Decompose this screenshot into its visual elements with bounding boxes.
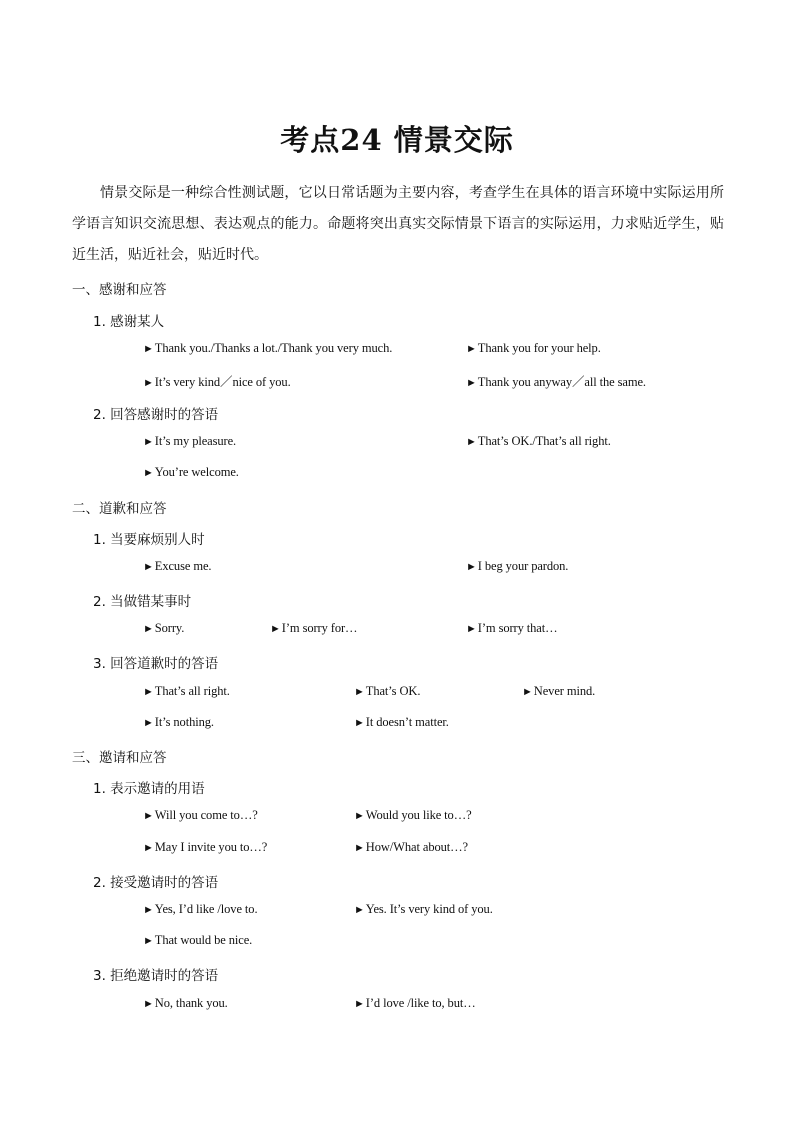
arrow-bullet-icon: ► — [270, 623, 281, 635]
phrase-item — [354, 808, 472, 823]
phrase-item — [143, 902, 257, 917]
phrase-item — [143, 434, 236, 449]
phrase-item — [354, 902, 493, 917]
phrase-item — [354, 996, 476, 1011]
arrow-bullet-icon: ► — [143, 377, 154, 389]
phrase-text: Will you come to…? — [154, 808, 258, 822]
phrase-text: Excuse me. — [154, 559, 212, 573]
phrase-item — [143, 621, 184, 636]
phrase-item — [354, 840, 468, 855]
arrow-bullet-icon: ► — [143, 810, 154, 822]
phrase-text: That’s all right. — [154, 684, 230, 698]
phrase-text: No, thank you. — [154, 996, 228, 1010]
intro-paragraph: 情景交际是一种综合性测试题，它以日常话题为主要内容，考查学生在具体的语言环境中实际运用所学语言知识交流思想、表达观点的能力。命题将突出真实交际情景下语言的实际运用，力求贴近学生，贴近生活，贴近社会，贴近时代。 — [72, 185, 724, 263]
phrase-item — [143, 465, 239, 480]
arrow-bullet-icon: ► — [143, 842, 154, 854]
phrase-text: It’s very kind／nice of you. — [154, 375, 291, 389]
phrase-item — [354, 684, 420, 699]
arrow-bullet-icon: ► — [466, 623, 477, 635]
phrase-item — [466, 341, 601, 356]
arrow-bullet-icon: ► — [143, 623, 154, 635]
phrase-item — [143, 341, 392, 356]
phrase-item — [522, 684, 595, 699]
arrow-bullet-icon: ► — [354, 904, 365, 916]
phrase-item — [143, 933, 252, 948]
phrase-item — [143, 372, 291, 390]
phrase-text: That would be nice. — [154, 933, 253, 947]
subsection-heading: 1. 表示邀请的用语 — [93, 781, 205, 797]
phrase-item — [143, 715, 214, 730]
phrase-item — [270, 621, 357, 636]
phrase-item — [143, 840, 267, 855]
arrow-bullet-icon: ► — [143, 686, 154, 698]
phrase-text: That’s OK./That’s all right. — [477, 434, 611, 448]
phrase-text: Yes, I’d like /love to. — [154, 902, 258, 916]
arrow-bullet-icon: ► — [143, 467, 154, 479]
subsection-heading: 2. 接受邀请时的答语 — [93, 875, 219, 891]
phrase-text: I’m sorry for… — [281, 621, 358, 635]
phrase-text: It’s my pleasure. — [154, 434, 237, 448]
phrase-text: That’s OK. — [365, 684, 421, 698]
phrase-text: Thank you for your help. — [477, 341, 601, 355]
phrase-item — [143, 684, 230, 699]
phrase-item — [143, 996, 228, 1011]
phrase-text: Thank you anyway／all the same. — [477, 375, 646, 389]
arrow-bullet-icon: ► — [143, 436, 154, 448]
phrase-text: It’s nothing. — [154, 715, 214, 729]
arrow-bullet-icon: ► — [466, 436, 477, 448]
arrow-bullet-icon: ► — [466, 343, 477, 355]
arrow-bullet-icon: ► — [466, 377, 477, 389]
phrase-item — [354, 715, 449, 730]
phrase-text: May I invite you to…? — [154, 840, 268, 854]
section-heading-thanks: 一、感谢和应答 — [72, 282, 167, 298]
section-heading-apology: 二、道歉和应答 — [72, 501, 167, 517]
subsection-heading: 3. 回答道歉时的答语 — [93, 656, 219, 672]
subsection-heading: 2. 当做错某事时 — [93, 594, 192, 610]
arrow-bullet-icon: ► — [143, 717, 154, 729]
arrow-bullet-icon: ► — [143, 561, 154, 573]
subsection-heading: 2. 回答感谢时的答语 — [93, 407, 219, 423]
phrase-text: Thank you./Thanks a lot./Thank you very much. — [154, 341, 393, 355]
phrase-item — [466, 434, 611, 449]
phrase-text: Would you like to…? — [365, 808, 472, 822]
phrase-item — [466, 372, 646, 390]
phrase-item — [466, 559, 568, 574]
arrow-bullet-icon: ► — [354, 686, 365, 698]
phrase-text: I’d love /like to, but… — [365, 996, 476, 1010]
phrase-text: It doesn’t matter. — [365, 715, 449, 729]
subsection-heading: 3. 拒绝邀请时的答语 — [93, 968, 219, 984]
arrow-bullet-icon: ► — [143, 904, 154, 916]
phrase-item — [143, 559, 211, 574]
arrow-bullet-icon: ► — [143, 998, 154, 1010]
arrow-bullet-icon: ► — [354, 810, 365, 822]
arrow-bullet-icon: ► — [354, 998, 365, 1010]
arrow-bullet-icon: ► — [143, 935, 154, 947]
page-title: 考点24 情景交际 — [280, 123, 514, 157]
phrase-text: I beg your pardon. — [477, 559, 569, 573]
phrase-text: I’m sorry that… — [477, 621, 558, 635]
phrase-item — [143, 808, 258, 823]
subsection-heading: 1. 感谢某人 — [93, 314, 165, 330]
arrow-bullet-icon: ► — [354, 842, 365, 854]
arrow-bullet-icon: ► — [522, 686, 533, 698]
phrase-text: Yes. It’s very kind of you. — [365, 902, 493, 916]
phrase-text: Sorry. — [154, 621, 185, 635]
phrase-text: Never mind. — [533, 684, 596, 698]
arrow-bullet-icon: ► — [143, 343, 154, 355]
phrase-text: You’re welcome. — [154, 465, 239, 479]
phrase-item — [466, 621, 558, 636]
arrow-bullet-icon: ► — [466, 561, 477, 573]
section-heading-invitation: 三、邀请和应答 — [72, 750, 167, 766]
phrase-text: How/What about…? — [365, 840, 468, 854]
arrow-bullet-icon: ► — [354, 717, 365, 729]
subsection-heading: 1. 当要麻烦别人时 — [93, 532, 205, 548]
